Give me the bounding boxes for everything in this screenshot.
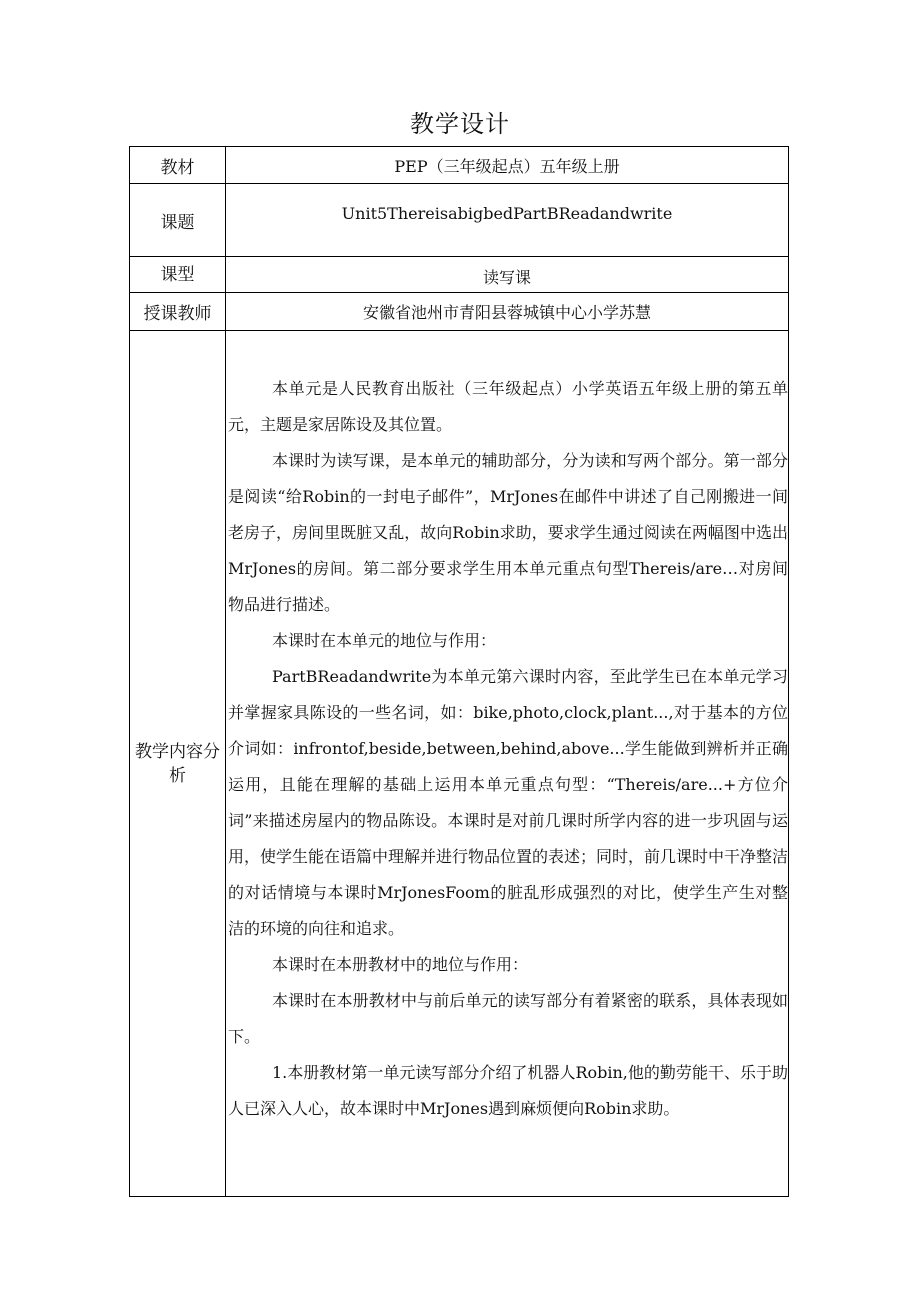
- analysis-paragraph: 本课时在本册教材中的地位与作用：: [272, 955, 529, 974]
- label-lesson-type: 课型: [130, 257, 226, 293]
- analysis-paragraph: 1.本册教材第一单元读写部分介绍了机器人Robin,他的勤劳能干、乐于助人已深入人心，故本课时中MrJones遇到麻烦便向Robin求助。: [228, 1063, 788, 1118]
- analysis-content: [226, 331, 789, 1197]
- value-teacher: 安徽省池州市青阳县蓉城镇中心小学苏慧: [226, 293, 789, 331]
- page-title: 教学设计: [410, 110, 510, 138]
- analysis-paragraph: 本课时在本单元的地位与作用：: [272, 631, 497, 650]
- label-analysis: 教学内容分析: [130, 331, 226, 1197]
- label-topic: 课题: [130, 184, 226, 257]
- analysis-paragraph: 本单元是人民教育出版社（三年级起点）小学英语五年级上册的第五单元，主题是家居陈设及其位置。: [228, 379, 788, 434]
- table-row-analysis: [130, 331, 789, 1197]
- table-row-topic: [130, 184, 789, 257]
- label-textbook: 教材: [130, 147, 226, 184]
- label-teacher: 授课教师: [130, 293, 226, 331]
- value-topic: Unit5ThereisabigbedPartBReadandwrite: [226, 184, 789, 257]
- table-row-teacher: [130, 293, 789, 331]
- lesson-design-table: [129, 146, 789, 1197]
- table-row-textbook: [130, 147, 789, 184]
- analysis-paragraph: 本课时为读写课，是本单元的辅助部分，分为读和写两个部分。第一部分是阅读“给Robin的一封电子邮件”，MrJones在邮件中讲述了自己刚搬进一间老房子，房间里既脏又乱，故向Robin求助，要求学生通过阅读在两幅图中选出MrJones的房间。第二部分要求学生用本单元重点句型Thereis/are…对房间物品进行描述。: [228, 451, 788, 614]
- analysis-paragraph: PartBReadandwrite为本单元第六课时内容，至此学生已在本单元学习并掌握家具陈设的一些名词，如：bike,photo,clock,plant...,对于基本的方位介词如：infrontof,beside,between,behind,above...学生能做到辨析并正确运用，且能在理解的基础上运用本单元重点句型：“Thereis/are...+方位介词”来描述房屋内的物品陈设。本课时是对前几课时所学内容的进一步巩固与运用，使学生能在语篇中理解并进行物品位置的表述；同时，前几课时中干净整洁的对话情境与本课时MrJonesFoom的脏乱形成强烈的对比，使学生产生对整洁的环境的向往和追求。: [228, 667, 789, 938]
- value-lesson-type: 读写课: [226, 257, 789, 293]
- table-row-lesson-type: [130, 257, 789, 293]
- value-textbook: PEP（三年级起点）五年级上册: [226, 147, 789, 184]
- analysis-paragraph: 本课时在本册教材中与前后单元的读写部分有着紧密的联系，具体表现如下。: [228, 991, 788, 1046]
